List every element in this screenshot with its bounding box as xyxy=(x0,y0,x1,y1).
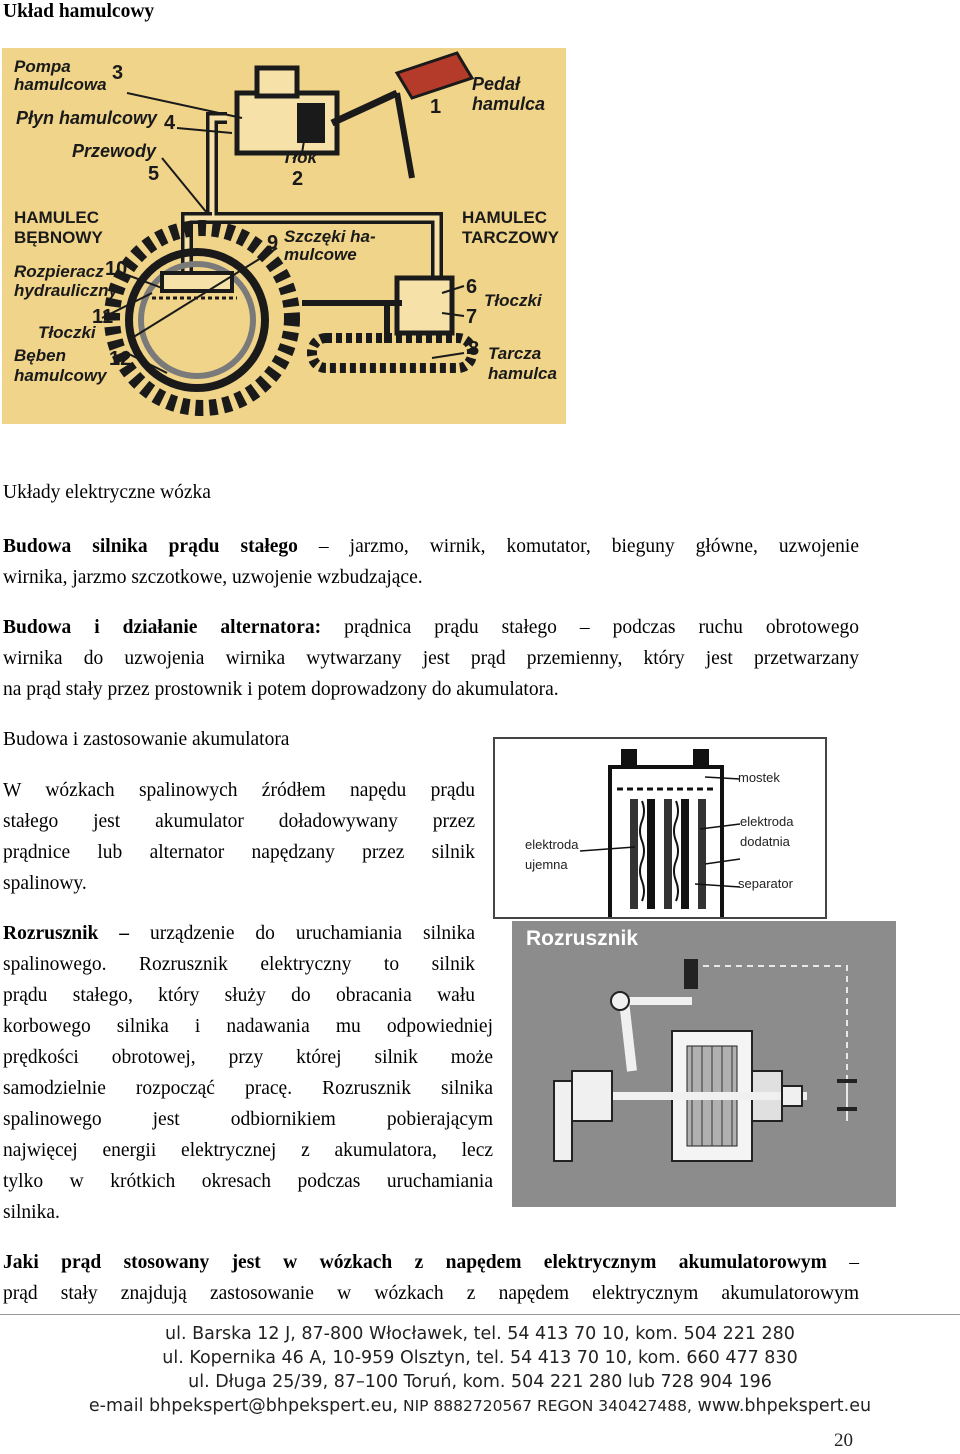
section-title-electric: Układy elektryczne wózka xyxy=(3,482,211,503)
label-n1: 1 xyxy=(430,96,442,118)
battery-diagram xyxy=(493,737,827,919)
battery-label-elektroda-ujemna-left: elektroda ujemna xyxy=(525,837,579,872)
label-tlok: Tłok xyxy=(282,148,317,167)
label-pedal: Pedał hamulca xyxy=(472,74,546,114)
label-tarcza: Tarcza hamulca xyxy=(488,344,557,383)
akumulator-line1: W wózkach spalinowych źródłem napędu prądu xyxy=(3,780,475,801)
starter-drawing xyxy=(512,921,896,1207)
label-pompa: Pompa hamulcowa xyxy=(14,57,107,94)
paragraph-alternator-line1: Budowa i działanie alternatora: prądnica prądu stałego – podczas ruchu obrotowego xyxy=(3,617,859,638)
label-tarczowy: HAMULEC TARCZOWY xyxy=(462,208,559,247)
label-n2: 2 xyxy=(292,168,304,190)
battery-label-mostek: mostek xyxy=(738,770,780,785)
rozrusznik-line4: korbowego silnika i nadawania mu odpowiedniej xyxy=(3,1016,493,1037)
rozrusznik-line3: prądu stałego, który służy do obracania wału xyxy=(3,985,475,1006)
label-tloczki-right: Tłoczki xyxy=(484,291,542,310)
label-n3: 3 xyxy=(112,62,124,84)
label-n8: 8 xyxy=(468,338,480,360)
label-n10: 10 xyxy=(105,258,128,280)
label-tloczki-left: Tłoczki xyxy=(38,323,96,342)
starter-diagram xyxy=(512,921,896,1207)
rozrusznik-line5: prędkości obrotowej, przy której silnik może xyxy=(3,1047,493,1068)
label-n6: 6 xyxy=(466,276,478,298)
rozrusznik-line10: silnika. xyxy=(3,1202,60,1223)
akumulator-line3: prądnice lub alternator napędzany przez silnik xyxy=(3,842,475,863)
label-n12: 12 xyxy=(109,348,132,370)
footer-email[interactable]: e-mail bhpekspert@bhpekspert.eu, xyxy=(88,1396,399,1416)
label-n11: 11 xyxy=(92,306,114,328)
battery-label-separator: separator xyxy=(738,876,793,891)
footer-contact xyxy=(0,1396,960,1416)
label-n9: 9 xyxy=(267,232,279,254)
page-title: Układ hamulcowy xyxy=(3,1,155,22)
label-n7: 7 xyxy=(466,306,478,328)
footer-website[interactable]: www.bhpekspert.eu xyxy=(691,1396,872,1416)
footer-nip-regon: NIP 8882720567 REGON 340427488, xyxy=(398,1397,692,1415)
page-number: 20 xyxy=(834,1430,853,1451)
akumulator-line2: stałego jest akumulator doładowywany przez xyxy=(3,811,475,832)
rozrusznik-line7: spalinowego jest odbiornikiem pobierającym xyxy=(3,1109,493,1130)
footer-rule xyxy=(0,1314,960,1315)
footer-address-wloclawek: ul. Barska 12 J, 87-800 Włocławek, tel. 54 413 70 10, kom. 504 221 280 xyxy=(165,1324,795,1344)
rozrusznik-line9: tylko w krótkich okresach podczas uruchamiania xyxy=(3,1171,493,1192)
footer-address-torun: ul. Długa 25/39, 87–100 Toruń, kom. 504 221 280 lub 728 904 196 xyxy=(188,1372,772,1392)
label-n4: 4 xyxy=(164,112,176,134)
label-plyn: Płyn hamulcowy xyxy=(16,108,158,128)
rozrusznik-line2: spalinowego. Rozrusznik elektryczny to silnik xyxy=(3,954,475,975)
prad-line2: prąd stały znajdują zastosowanie w wózkach z napędem elektrycznym akumulatorowym xyxy=(3,1283,859,1304)
label-szczeki: Szczęki ha- mulcowe xyxy=(284,227,376,264)
rozrusznik-line6: samodzielnie rozpocząć pracę. Rozrusznik silnika xyxy=(3,1078,493,1099)
brake-system-diagram xyxy=(2,48,566,424)
battery-label-elektroda-dodatnia: elektroda dodatnia xyxy=(740,814,794,849)
rozrusznik-line8: najwięcej energii elektrycznej z akumulatora, lecz xyxy=(3,1140,493,1161)
label-n5: 5 xyxy=(148,163,160,185)
prad-line1: Jaki prąd stosowany jest w wózkach z napędem elektrycznym akumulatorowym – xyxy=(3,1252,859,1273)
rozrusznik-line1: Rozrusznik – urządzenie do uruchamiania silnika xyxy=(3,923,475,944)
label-beben: Bęben hamulcowy xyxy=(14,346,107,385)
paragraph-alternator-line2: wirnika do uzwojenia wirnika wytwarzany jest prąd przemienny, który jest przetwarzany xyxy=(3,648,859,669)
label-przewody: Przewody xyxy=(72,141,157,161)
starter-title: Rozrusznik xyxy=(526,927,639,950)
label-bebnowy: HAMULEC BĘBNOWY xyxy=(14,208,103,247)
section-title-akumulator: Budowa i zastosowanie akumulatora xyxy=(3,729,290,750)
footer-address-olsztyn: ul. Kopernika 46 A, 10-959 Olsztyn, tel. 54 413 70 10, kom. 660 477 830 xyxy=(162,1348,798,1368)
paragraph-alternator-line3: na prąd stały przez prostownik i potem doprowadzony do akumulatora. xyxy=(3,679,559,700)
paragraph-silnik-line1: Budowa silnika prądu stałego – jarzmo, wirnik, komutator, bieguny główne, uzwojenie xyxy=(3,536,859,557)
akumulator-line4: spalinowy. xyxy=(3,873,87,894)
label-rozpieracz: Rozpieracz hydrauliczny xyxy=(14,262,118,300)
paragraph-silnik-line2: wirnika, jarzmo szczotkowe, uzwojenie wzbudzające. xyxy=(3,567,423,588)
